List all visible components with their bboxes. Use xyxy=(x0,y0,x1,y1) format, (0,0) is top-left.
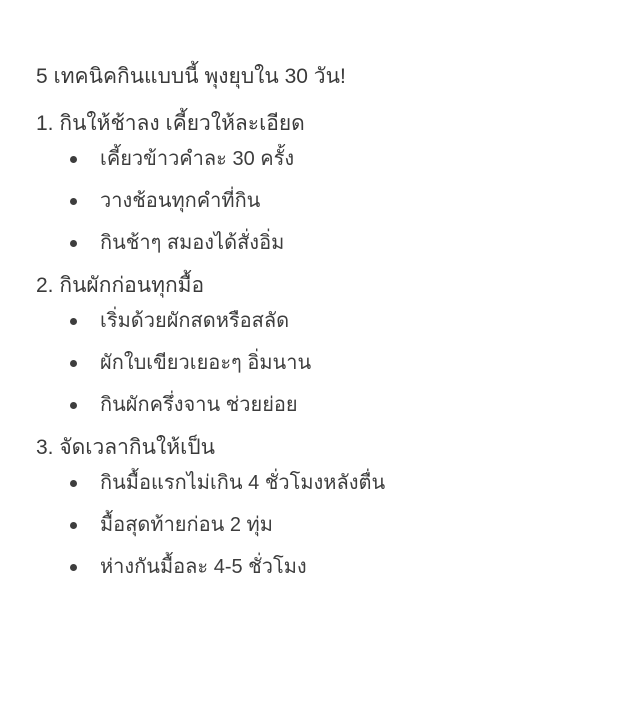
list-item xyxy=(64,469,606,497)
list-item-label: ผักใบเขียวเยอะๆ อิ่มนาน xyxy=(100,352,312,374)
list-item xyxy=(64,307,606,335)
list-item xyxy=(64,391,606,419)
list-item xyxy=(64,511,606,539)
list-item-label: กินมื้อแรกไม่เกิน 4 ชั่วโมงหลังตื่น xyxy=(100,472,386,494)
section-3 xyxy=(36,433,606,581)
page-title: 5 เทคนิคกินแบบนี้ พุงยุบใน 30 วัน! xyxy=(36,65,346,88)
bullet-dot-icon xyxy=(70,564,77,571)
list-item-label: กินผักครึ่งจาน ช่วยย่อย xyxy=(100,394,298,416)
list-item-label: มื้อสุดท้ายก่อน 2 ทุ่ม xyxy=(100,514,273,536)
bullet-dot-icon xyxy=(70,522,77,529)
bullet-dot-icon xyxy=(70,480,77,487)
section-2 xyxy=(36,271,606,419)
list-item xyxy=(64,349,606,377)
section-heading: 1. กินให้ช้าลง เคี้ยวให้ละเอียด xyxy=(36,112,305,135)
bullet-dot-icon xyxy=(70,402,77,409)
section-heading: 3. จัดเวลากินให้เป็น xyxy=(36,436,215,459)
list-item xyxy=(64,187,606,215)
list-item xyxy=(64,145,606,173)
list-item-label: ห่างกันมื้อละ 4-5 ชั่วโมง xyxy=(100,556,307,578)
bullet-list xyxy=(36,145,606,257)
list-item-label: เริ่มด้วยผักสดหรือสลัด xyxy=(100,310,290,332)
bullet-dot-icon xyxy=(70,198,77,205)
bullet-list xyxy=(36,307,606,419)
bullet-list xyxy=(36,469,606,581)
bullet-dot-icon xyxy=(70,318,77,325)
bullet-dot-icon xyxy=(70,360,77,367)
list-item xyxy=(64,229,606,257)
section-1 xyxy=(36,109,606,257)
list-item-label: กินช้าๆ สมองได้สั่งอิ่ม xyxy=(100,232,285,254)
list-item-label: วางช้อนทุกคำที่กิน xyxy=(100,190,261,212)
list-item-label: เคี้ยวข้าวคำละ 30 ครั้ง xyxy=(100,148,295,170)
bullet-dot-icon xyxy=(70,156,77,163)
bullet-dot-icon xyxy=(70,240,77,247)
section-heading: 2. กินผักก่อนทุกมื้อ xyxy=(36,274,205,297)
list-item xyxy=(64,553,606,581)
